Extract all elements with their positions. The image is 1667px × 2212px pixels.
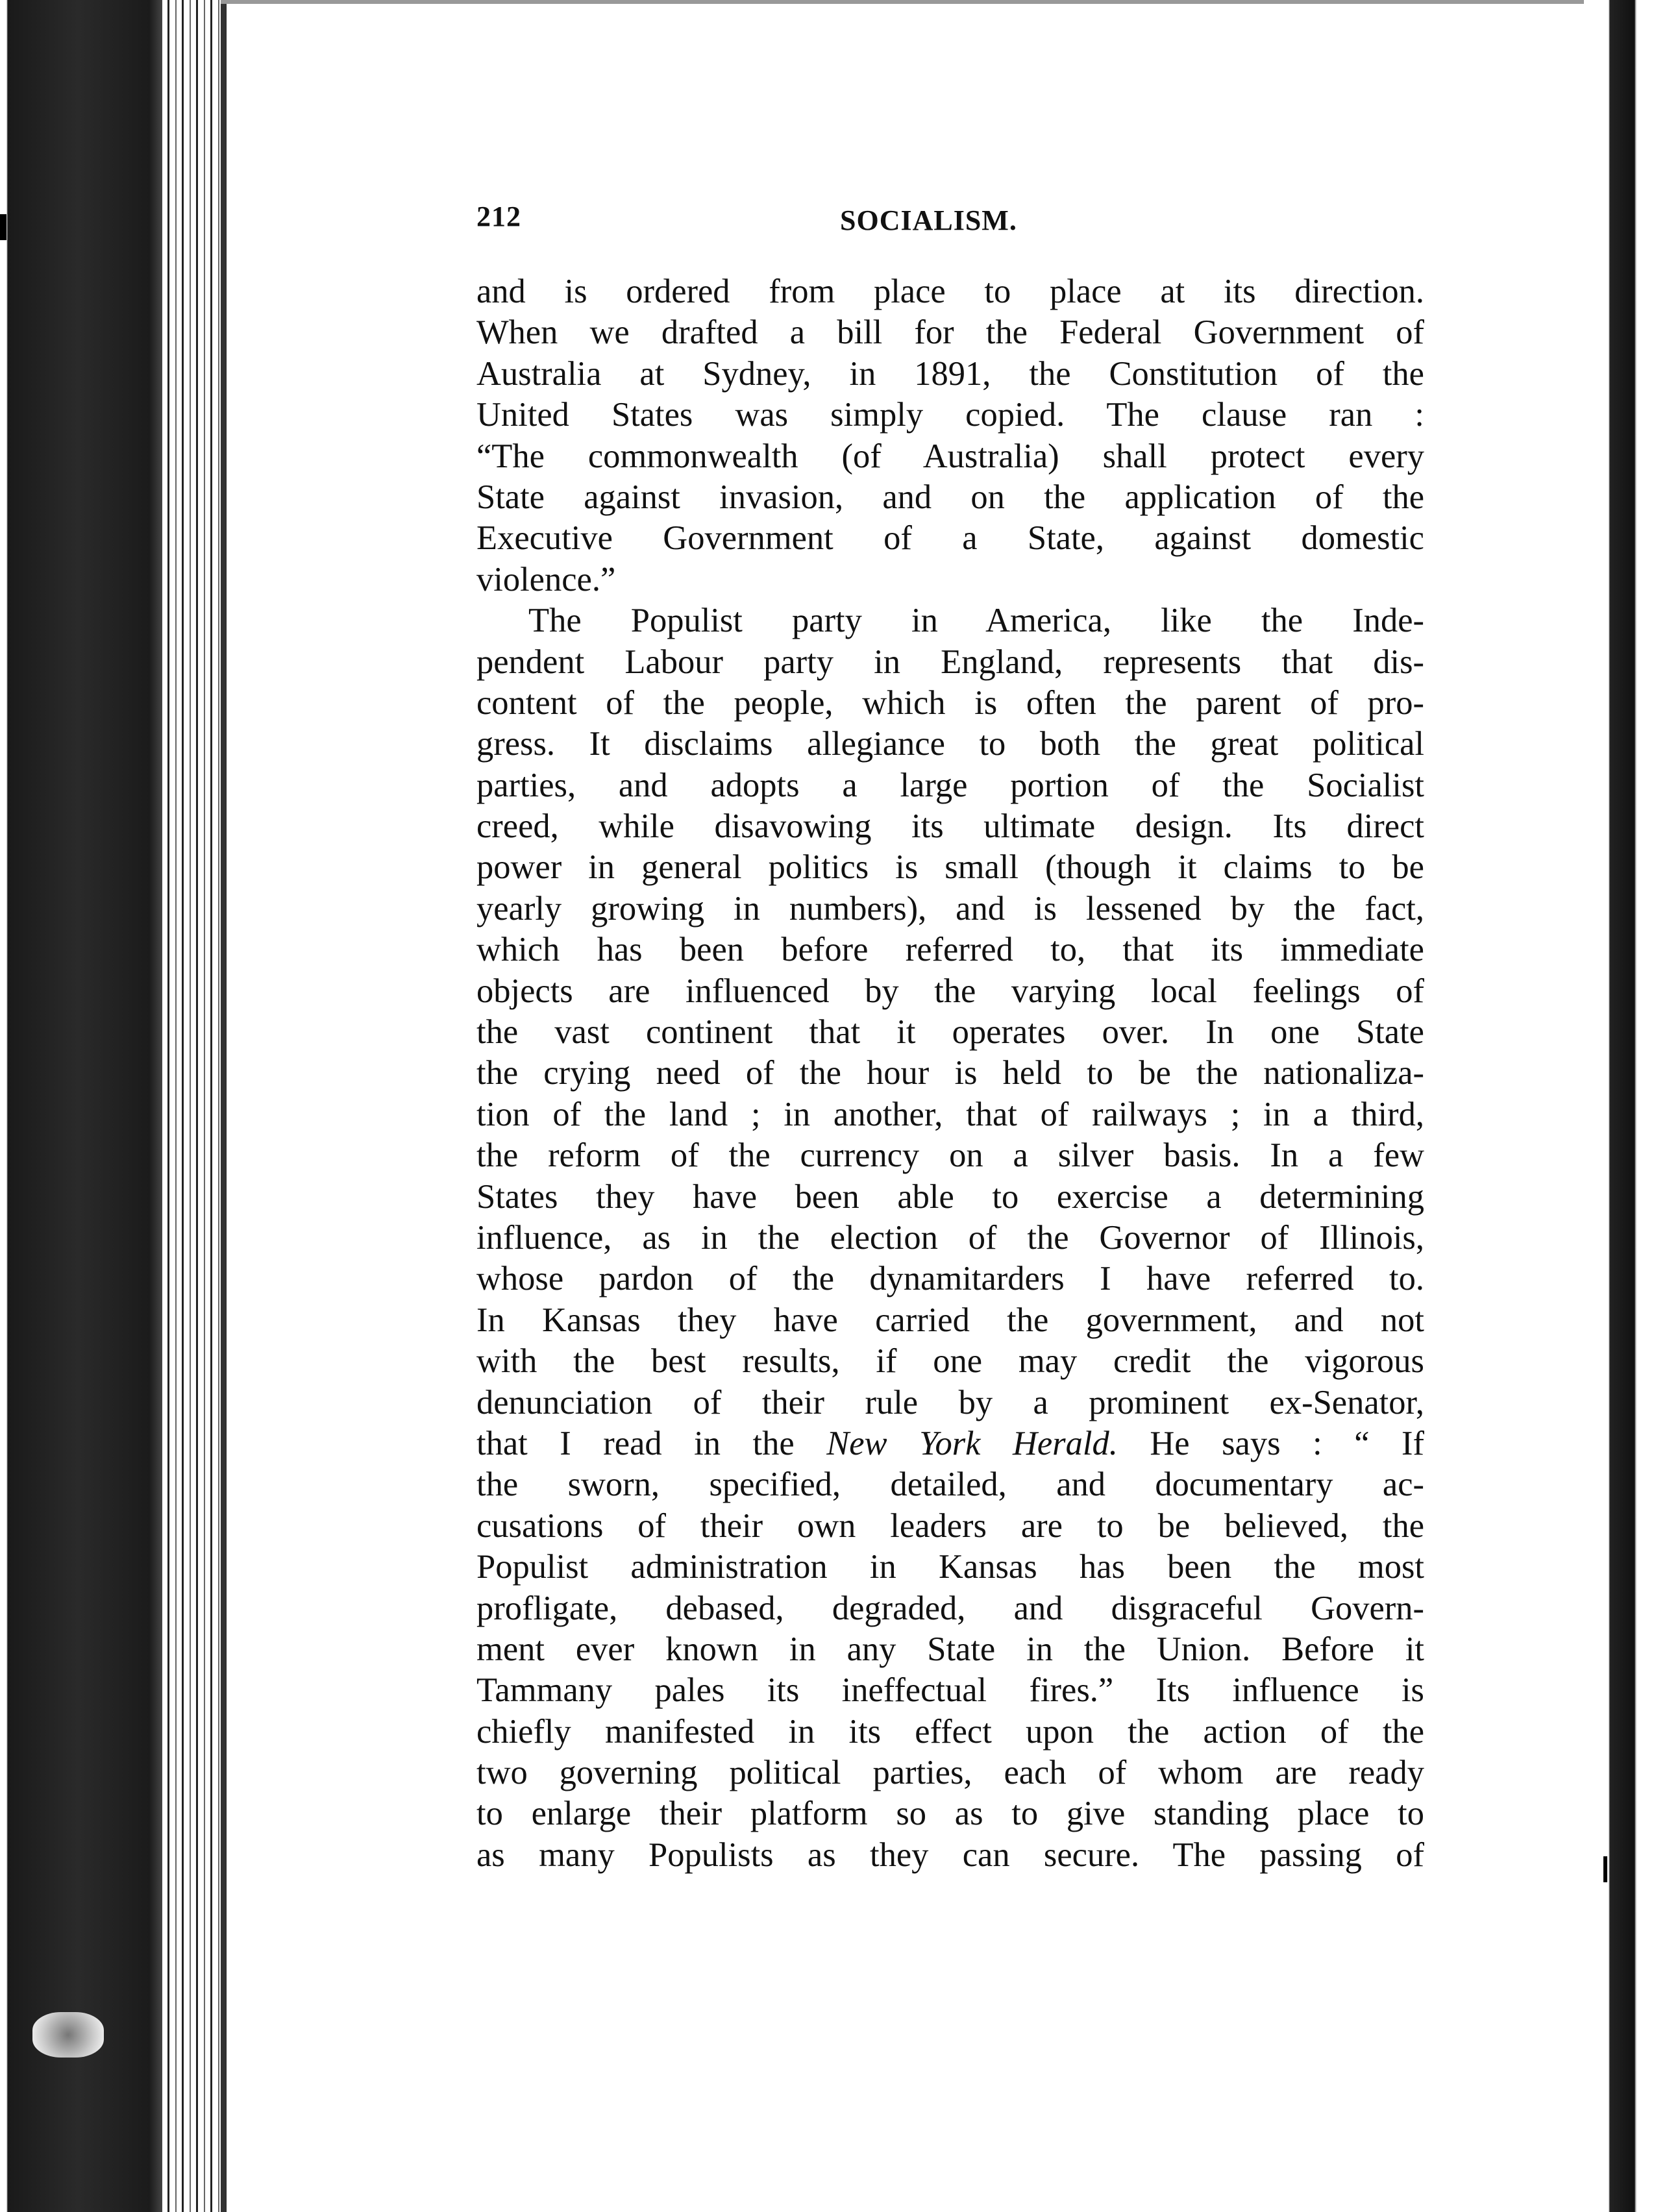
text-line: power in general politics is small (though it claims to be bbox=[476, 848, 1424, 887]
page-number: 212 bbox=[476, 201, 521, 232]
text-line: pendent Labour party in England, represents that dis- bbox=[476, 643, 1424, 681]
text-line: objects are influenced by the varying local feelings of bbox=[476, 972, 1424, 1010]
text-line: parties, and adopts a large portion of the Socialist bbox=[476, 766, 1424, 804]
text-line: and is ordered from place to place at its direction. bbox=[476, 273, 1424, 310]
page-edge-line bbox=[221, 0, 226, 2212]
text-line: with the best results, if one may credit the vigorous bbox=[476, 1342, 1424, 1381]
text-line: content of the people, which is often the parent of pro- bbox=[476, 683, 1424, 722]
paragraph-start-line: The Populist party in America, like the Inde- bbox=[528, 602, 1424, 640]
text-line: States they have been able to exercise a determining bbox=[476, 1177, 1424, 1216]
newspaper-title: New York Herald. bbox=[826, 1424, 1118, 1462]
top-edge bbox=[221, 0, 1584, 4]
text-line: ment ever known in any State in the Union. Before it bbox=[476, 1630, 1424, 1668]
text-line: Australia at Sydney, in 1891, the Constitution of the bbox=[476, 354, 1424, 393]
binding-blot bbox=[32, 2012, 104, 2058]
text-line: Populist administration in Kansas has been the most bbox=[476, 1548, 1424, 1586]
body-text bbox=[476, 271, 1424, 1876]
text-line: as many Populists as they can secure. The passing of bbox=[476, 1836, 1424, 1874]
text-line: the reform of the currency on a silver basis. In a few bbox=[476, 1137, 1424, 1175]
line-part: He says : “ If bbox=[1117, 1424, 1425, 1462]
text-line: the crying need of the hour is held to be the nationaliza- bbox=[476, 1054, 1424, 1092]
text-line: tion of the land ; in another, that of railways ; in a third, bbox=[476, 1095, 1424, 1133]
text-line: “The commonwealth (of Australia) shall protect every bbox=[476, 437, 1424, 475]
text-line: to enlarge their platform so as to give standing place to bbox=[476, 1795, 1424, 1833]
running-header bbox=[476, 200, 1424, 239]
book-binding bbox=[0, 0, 162, 2212]
text-line: gress. It disclaims allegiance to both the great political bbox=[476, 725, 1424, 763]
text-line-with-italic bbox=[476, 1423, 1424, 1464]
text-line: denunciation of their rule by a prominent ex-Senator, bbox=[476, 1383, 1424, 1421]
text-line: which has been before referred to, that its immediate bbox=[476, 931, 1424, 969]
text-line: the sworn, specified, detailed, and documentary ac- bbox=[476, 1466, 1424, 1504]
book-page bbox=[476, 200, 1424, 1876]
line-part: that I read in the bbox=[476, 1424, 827, 1462]
text-line: cusations of their own leaders are to be believed, the bbox=[476, 1506, 1424, 1545]
running-title: SOCIALISM. bbox=[840, 204, 1017, 236]
text-line: In Kansas they have carried the government, and not bbox=[476, 1301, 1424, 1339]
text-line: violence.” bbox=[476, 560, 616, 598]
text-line: United States was simply copied. The clause ran : bbox=[476, 396, 1424, 434]
text-line: whose pardon of the dynamitarders I have referred to. bbox=[476, 1260, 1424, 1298]
text-line: influence, as in the election of the Governor of Illinois, bbox=[476, 1218, 1424, 1257]
text-line: When we drafted a bill for the Federal Government of bbox=[476, 313, 1424, 352]
text-line: Tammany pales its ineffectual fires.” Its influence is bbox=[476, 1671, 1424, 1710]
text-line: creed, while disavowing its ultimate design. Its direct bbox=[476, 807, 1424, 846]
text-line: State against invasion, and on the application of the bbox=[476, 478, 1424, 516]
text-line: two governing political parties, each of whom are ready bbox=[476, 1754, 1424, 1792]
left-margin-mark bbox=[0, 214, 6, 240]
text-line: yearly growing in numbers), and is lessened by the fact, bbox=[476, 889, 1424, 928]
text-line: the vast continent that it operates over. In one State bbox=[476, 1013, 1424, 1051]
right-margin-mark bbox=[1603, 1856, 1607, 1882]
text-line: Executive Government of a State, against domestic bbox=[476, 519, 1424, 558]
text-line: chiefly manifested in its effect upon the action of the bbox=[476, 1712, 1424, 1751]
book-page-edges bbox=[162, 0, 227, 2212]
text-line: profligate, debased, degraded, and disgraceful Govern- bbox=[476, 1589, 1424, 1627]
